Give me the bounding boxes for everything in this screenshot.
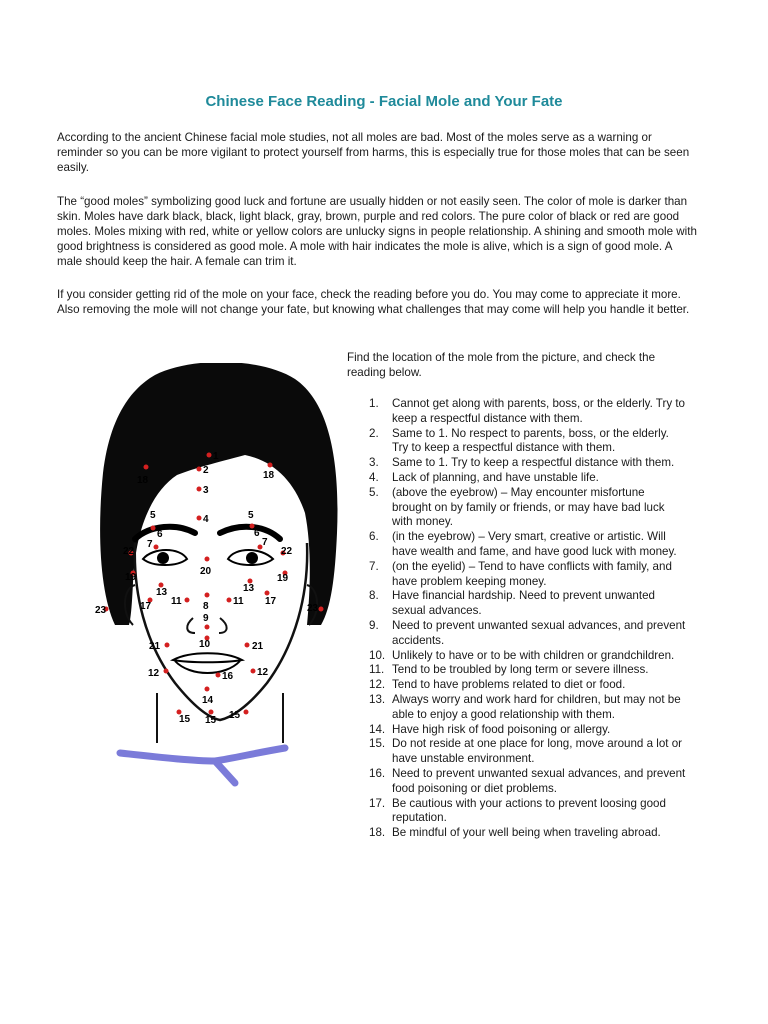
reading-text: Be cautious with your actions to prevent loosing good reputation. <box>392 796 666 825</box>
reading-number: 1. <box>369 397 379 410</box>
reading-number: 18. <box>369 826 386 840</box>
mole-dot <box>216 673 221 678</box>
reading-item <box>347 649 687 664</box>
mole-dot <box>144 465 149 470</box>
mole-dot <box>164 669 169 674</box>
mole-label: 22 <box>281 546 293 557</box>
mole-dot <box>154 545 159 550</box>
mole-dot <box>197 516 202 521</box>
mole-label: 9 <box>203 613 209 624</box>
reading-number: 13. <box>369 692 386 706</box>
removal-paragraph: If you consider getting rid of the mole on your face, check the reading before you do. You may come to appreciate it more. Also removing the mole will not change your fate, but knowing what challenges that may come will help you handle it better. <box>57 288 690 316</box>
mole-dot <box>265 591 270 596</box>
mole-label: 14 <box>202 695 214 706</box>
reading-number: 16. <box>369 766 386 780</box>
reading-item <box>347 767 687 797</box>
reading-text: Tend to be troubled by long term or severe illness. <box>392 663 649 677</box>
mole-label: 23 <box>307 603 319 614</box>
readings-list <box>347 397 687 841</box>
face-diagram <box>95 363 345 803</box>
reading-item <box>347 723 687 738</box>
mole-label: 21 <box>252 641 264 652</box>
reading-text: Need to prevent unwanted sexual advances, and prevent food poisoning or diet problems. <box>392 766 686 795</box>
mole-label: 2 <box>203 465 209 476</box>
reading-text: Cannot get along with parents, boss, or the elderly. Try to keep a respectful distance with them. <box>392 397 686 425</box>
reading-text: Same to 1. Try to keep a respectful distance with them. <box>392 456 675 470</box>
mole-dot <box>197 467 202 472</box>
reading-text: Lack of planning, and have unstable life. <box>392 470 599 484</box>
mole-label: 7 <box>262 537 268 548</box>
right-eyebrow <box>220 527 280 539</box>
reading-item <box>347 693 687 723</box>
face-illustration <box>95 363 345 803</box>
reading-number: 10. <box>369 648 386 662</box>
mole-label: 17 <box>265 596 277 607</box>
reading-number: 15. <box>369 737 386 751</box>
reading-text: Tend to have problems related to diet or food. <box>392 678 626 692</box>
instruction-text: Find the location of the mole from the picture, and check the reading below. <box>347 351 656 379</box>
mole-dot <box>205 593 210 598</box>
reading-item <box>347 427 687 457</box>
mole-dot <box>268 463 273 468</box>
reading-item <box>347 797 687 827</box>
reading-number: 8. <box>369 589 379 603</box>
reading-item <box>347 826 687 841</box>
left-eyebrow <box>135 527 195 539</box>
upper-lip <box>173 653 242 662</box>
mole-dot <box>319 607 324 612</box>
mole-label: 23 <box>95 605 107 616</box>
mole-dot <box>197 487 202 492</box>
intro-paragraph: According to the ancient Chinese facial mole studies, not all moles are bad. Most of the moles serve as a warning or reminder so you can be more vigilant to protect yourself from harms, this is especially true for those moles that can be seen easily. <box>57 131 690 174</box>
reading-text: Have high risk of food poisoning or allergy. <box>392 722 611 736</box>
reading-text: (on the eyelid) – Tend to have conflicts with family, and have problem keeping money. <box>392 559 672 588</box>
mole-label: 5 <box>150 510 156 521</box>
reading-number: 17. <box>369 796 386 810</box>
mole-label: 15 <box>205 715 217 726</box>
reading-item <box>347 471 687 486</box>
mole-label: 19 <box>125 572 137 583</box>
reading-number: 4. <box>369 470 379 484</box>
reading-number: 3. <box>369 456 379 470</box>
mole-dot <box>205 687 210 692</box>
reading-number: 11. <box>369 663 385 677</box>
mole-label: 3 <box>203 485 209 496</box>
mole-dot <box>244 710 249 715</box>
face-outline <box>135 543 307 720</box>
reading-text: Need to prevent unwanted sexual advances, and prevent accidents. <box>392 618 686 647</box>
mole-label: 15 <box>179 714 191 725</box>
mole-dot <box>165 643 170 648</box>
mole-dot <box>205 557 210 562</box>
reading-item <box>347 589 687 619</box>
reading-text: Have financial hardship. Need to prevent unwanted sexual advances. <box>392 589 655 618</box>
reading-item <box>347 486 687 530</box>
reading-number: 5. <box>369 485 379 499</box>
mole-label: 18 <box>263 470 275 481</box>
reading-text: Be mindful of your well being when traveling abroad. <box>392 826 661 840</box>
reading-item <box>347 737 687 767</box>
mole-dot <box>245 643 250 648</box>
reading-item <box>347 619 687 649</box>
reading-item <box>347 663 687 678</box>
mole-label: 18 <box>137 475 149 486</box>
mole-label: 21 <box>149 641 161 652</box>
reading-number: 2. <box>369 426 379 440</box>
good-moles-paragraph: The “good moles” symbolizing good luck and fortune are usually hidden or not easily seen. The color of mole is darker than skin. Moles have dark black, black, light black, gray, brown, purple and red colors. The pure color of black or red are good moles. Moles mixing with red, white or yellow colors are unlucky signs in people relationship. A shining and smooth mole with good brightness is considered as good mole. A mole with hair indicates the mole is alive, which is a sign of good mole. A male should keep the hair. A female can trim it. <box>57 195 697 268</box>
mole-dot <box>185 598 190 603</box>
mole-label: 11 <box>233 596 244 607</box>
mole-label: 15 <box>229 710 241 721</box>
mole-label: 7 <box>147 539 153 550</box>
mole-label: 19 <box>277 573 289 584</box>
mole-label: 16 <box>222 671 234 682</box>
page-title: Chinese Face Reading - Facial Mole and Your Fate <box>205 93 563 110</box>
collar-shape <box>120 748 285 761</box>
mole-dot <box>207 453 212 458</box>
right-pupil <box>246 552 258 564</box>
reading-text: Always worry and work hard for children, but may not be able to enjoy a good relationship with them. <box>392 692 681 721</box>
mole-label: 20 <box>200 566 212 577</box>
reading-item <box>347 456 687 471</box>
mole-label: 6 <box>157 529 163 540</box>
reading-item <box>347 678 687 693</box>
neck <box>157 693 283 743</box>
mole-label: 12 <box>148 668 160 679</box>
mole-label: 5 <box>248 510 254 521</box>
reading-item <box>347 397 687 427</box>
reading-number: 12. <box>369 678 386 692</box>
reading-number: 14. <box>369 722 386 736</box>
mole-dot <box>227 598 232 603</box>
reading-item <box>347 530 687 560</box>
mole-label: 12 <box>257 667 269 678</box>
mole-dot <box>251 669 256 674</box>
mole-label: 13 <box>243 583 255 594</box>
reading-number: 9. <box>369 618 379 632</box>
reading-item <box>347 560 687 590</box>
mole-label: 4 <box>203 514 209 525</box>
mole-label: 22 <box>123 546 135 557</box>
mole-label: 8 <box>203 601 209 612</box>
reading-text: Unlikely to have or to be with children or grandchildren. <box>392 648 675 662</box>
mole-dot <box>209 710 214 715</box>
mole-label: 17 <box>140 601 152 612</box>
left-pupil <box>157 552 169 564</box>
reading-text: Same to 1. No respect to parents, boss, or the elderly. Try to keep a respectful distance with them. <box>392 426 669 455</box>
reading-text: (above the eyebrow) – May encounter misfortune brought on by family or friends, or may have bad luck with money. <box>392 485 665 529</box>
mole-label: 10 <box>199 639 211 650</box>
reading-number: 7. <box>369 559 379 573</box>
mole-dot <box>151 526 156 531</box>
mole-label: 13 <box>156 587 168 598</box>
mole-dot <box>205 625 210 630</box>
reading-text: Do not reside at one place for long, move around a lot or have unstable environment. <box>392 737 683 766</box>
reading-text: (in the eyebrow) – Very smart, creative or artistic. Will have wealth and fame, and have good luck with money. <box>392 530 677 558</box>
reading-number: 6. <box>369 530 379 544</box>
mole-label: 1 <box>213 451 219 462</box>
mole-label: 11 <box>171 596 182 607</box>
mole-label: 6 <box>254 528 260 539</box>
collar-line <box>215 761 235 783</box>
